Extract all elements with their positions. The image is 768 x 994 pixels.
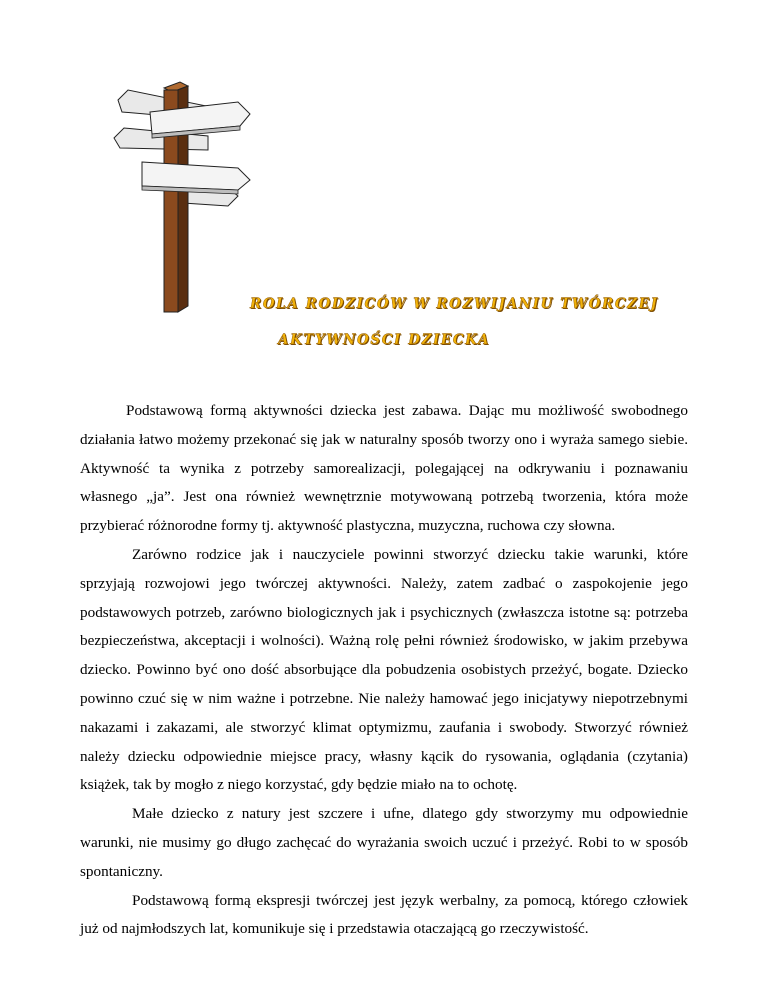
paragraph-2: Zarówno rodzice jak i nauczyciele powinni stworzyć dziecku takie warunki, które sprzyjają rozwojowi jego twórczej aktywności. Należy, zatem zadbać o zaspokojenie jego podstawowych potrzeb, zarówno biologicznych jak i psychicznych (zwłaszcza istotne są: potrzeba bezpieczeństwa, akceptacji i wolności). Ważną rolę pełni również środowisko, w jakim przebywa dziecko. Powinno być ono dość absorbujące dla pobudzenia osobistych przeżyć, bogate. Dziecko powinno czuć się w nim ważne i potrzebne. Nie należy hamować jego inicjatywy niepotrzebnymi nakazami i zakazami, ale stworzyć klimat optymizmu, zaufania i swobody. Stworzyć również należy dziecku odpowiednie miejsce pracy, własny kącik do rysowania, oglądania (czytania) książek, tak by mogło z niego korzystać, gdy będzie miało na to ochotę. [80, 545, 688, 794]
document-title-line-2: AKTYWNOŚCI DZIECKA [278, 332, 491, 348]
paragraph-4: Podstawową formą ekspresji twórczej jest język werbalny, za pomocą, którego człowiek już od najmłodszych lat, komunikuje się i przedstawia otaczającą go rzeczywistość. [80, 891, 688, 938]
document-title-line-1: ROLA RODZICÓW W ROZWIJANIU TWÓRCZEJ [250, 296, 659, 312]
paragraph-3: Małe dziecko z natury jest szczere i ufne, dlatego gdy stworzymy mu odpowiednie warunki, nie musimy go długo zachęcać do wyrażania swoich uczuć i przeżyć. Robi to w sposób spontaniczny. [80, 805, 688, 880]
paragraph-1: Podstawową formą aktywności dziecka jest zabawa. Dając mu możliwość swobodnego działania łatwo możemy przekonać się jak w naturalny sposób tworzy ono i wyraża samego siebie. Aktywność ta wynika z potrzeby samorealizacji, polegającej na odkrywaniu i poznawaniu własnego „ja”. Jest ona również wewnętrznie motywowaną potrzebą tworzenia, która może przybierać różnorodne formy tj. aktywność plastyczna, muzyczna, ruchowa czy słowna. [80, 402, 688, 535]
document-body [80, 397, 688, 944]
signpost-icon [108, 78, 258, 314]
sign-board-front-middle [142, 162, 250, 194]
